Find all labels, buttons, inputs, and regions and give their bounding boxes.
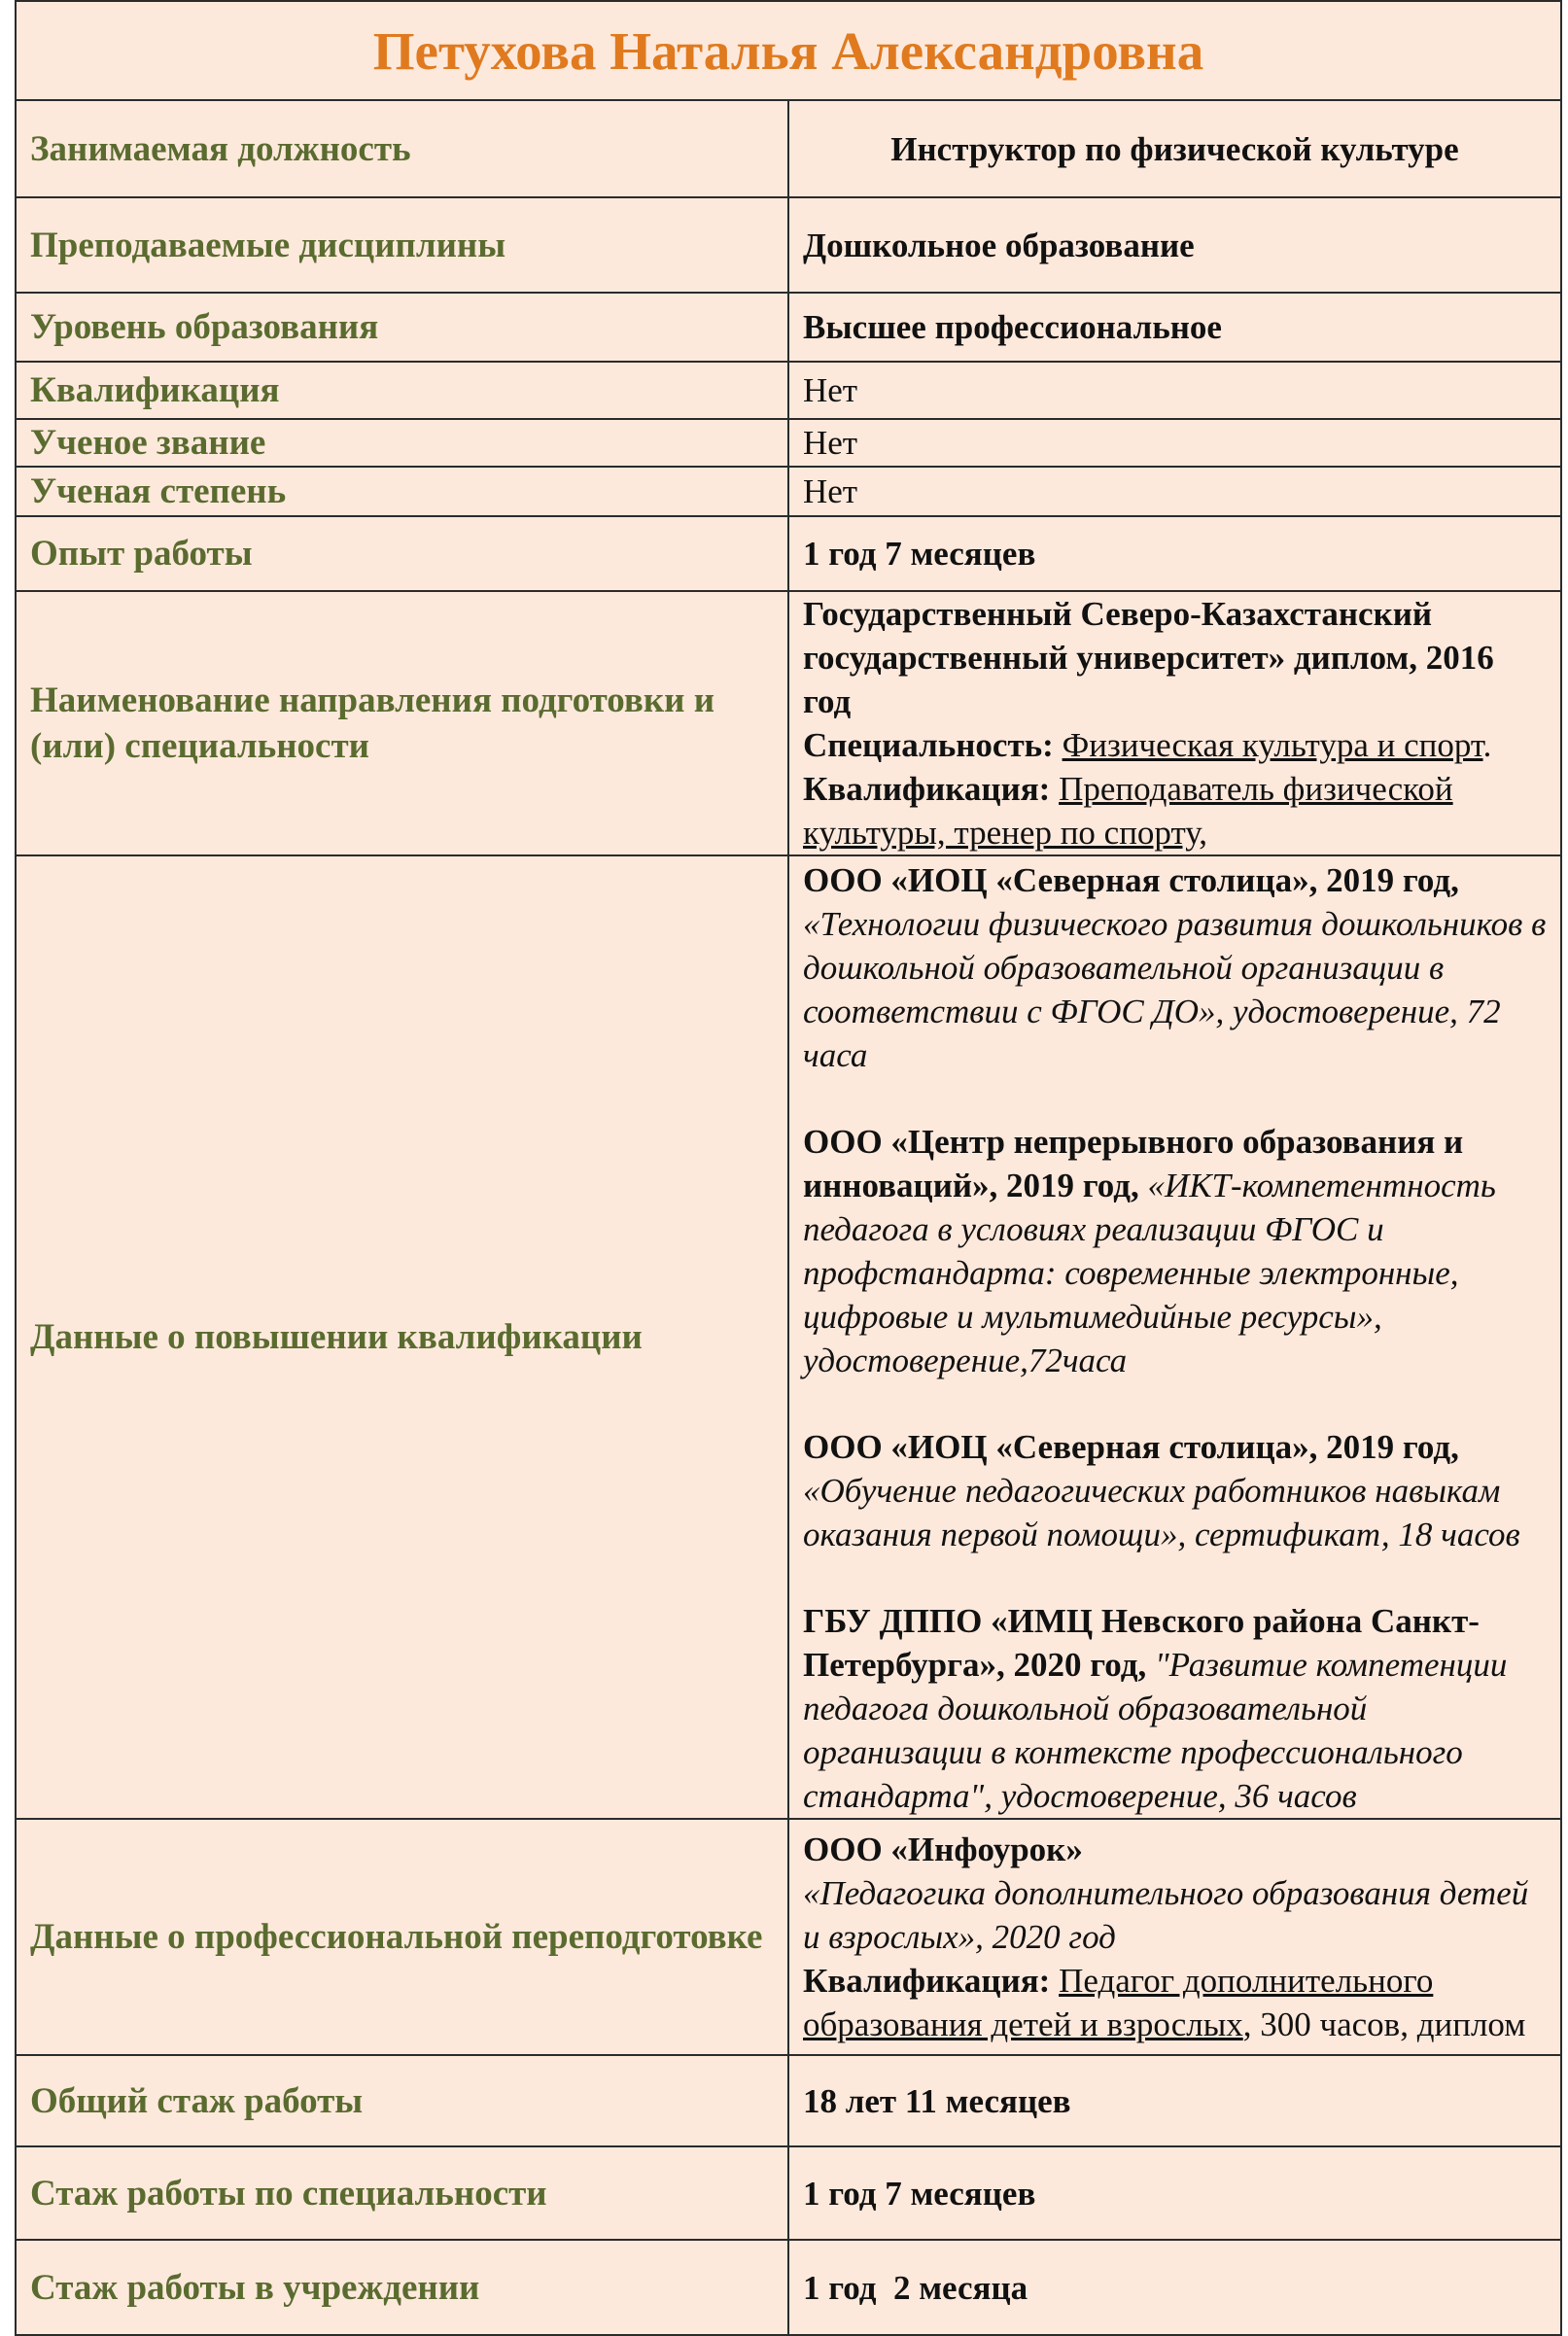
training-org: ООО «Центр непрерывного образования и инноваций», 2019 год, — [803, 1123, 1464, 1204]
title-row — [16, 1, 1561, 100]
retraining-tail: , 300 часов, диплом — [1242, 2005, 1526, 2043]
total-experience-row — [16, 2055, 1561, 2146]
teacher-name: Петухова Наталья Александровна — [16, 1, 1561, 100]
institution-experience-value: 1 год 2 месяца — [788, 2240, 1561, 2335]
qualification-value: Нет — [788, 362, 1561, 419]
academic-title-row — [16, 419, 1561, 467]
retraining-org: ООО «Инфоурок» — [803, 1830, 1083, 1868]
academic-degree-row — [16, 467, 1561, 516]
specialty-label: Специальность: — [803, 726, 1054, 764]
total-experience-value: 18 лет 11 месяцев — [788, 2055, 1561, 2146]
diploma-qualification-value: Преподаватель физической культуры, тренер по спорту, — [803, 770, 1453, 852]
education-level-label: Уровень образования — [16, 293, 788, 362]
training-course: "Развитие компетенции педагога дошкольной образовательной организации в контексте профессионального стандарта", удостоверение, 36 часов — [803, 1646, 1508, 1815]
disciplines-label: Преподаваемые дисциплины — [16, 197, 788, 293]
academic-title-label: Ученое звание — [16, 419, 788, 467]
retraining-value — [788, 1819, 1561, 2055]
education-level-row — [16, 293, 1561, 362]
specialty-experience-row — [16, 2146, 1561, 2240]
position-label: Занимаемая должность — [16, 100, 788, 197]
retraining-qualification-value: Педагог дополнительного образования детей и взрослых — [803, 1962, 1434, 2043]
training-org: ООО «ИОЦ «Северная столица», 2019 год, — [803, 861, 1459, 899]
academic-degree-value: Нет — [788, 467, 1561, 516]
diploma-qualification-line — [803, 767, 1547, 854]
profile-table — [15, 0, 1562, 2336]
training-entry — [803, 1425, 1547, 1556]
academic-degree-label: Ученая степень — [16, 467, 788, 516]
advanced-training-value — [788, 855, 1561, 1819]
training-course: «Технологии физического развития дошкольников в дошкольной образовательной организации в соответствии с ФГОС ДО», удостоверение, 72 часа — [803, 905, 1547, 1074]
total-experience-label: Общий стаж работы — [16, 2055, 788, 2146]
training-entry — [803, 1120, 1547, 1382]
education-level-value: Высшее профессиональное — [788, 293, 1561, 362]
work-experience-label: Опыт работы — [16, 516, 788, 591]
position-row — [16, 100, 1561, 197]
specialty-experience-value: 1 год 7 месяцев — [788, 2146, 1561, 2240]
specialty-line — [803, 723, 1547, 767]
work-experience-row — [16, 516, 1561, 591]
specialization-label: Наименование направления подготовки и (или) специальности — [16, 591, 788, 855]
retraining-course: «Педагогика дополнительного образования детей и взрослых», 2020 год — [803, 1874, 1529, 1956]
position-value: Инструктор по физической культуре — [788, 100, 1561, 197]
retraining-qualification-label: Квалификация: — [803, 1962, 1051, 2000]
university-text: Государственный Северо-Казахстанский государственный университет» диплом, 2016 год — [803, 595, 1494, 720]
disciplines-value: Дошкольное образование — [788, 197, 1561, 293]
diploma-qualification-label: Квалификация: — [803, 770, 1051, 808]
specialty-end: . — [1482, 726, 1492, 764]
training-course: «Обучение педагогических работников навыкам оказания первой помощи», сертификат, 18 часов — [803, 1472, 1520, 1553]
training-entry — [803, 858, 1547, 1077]
training-org: ООО «ИОЦ «Северная столица», 2019 год, — [803, 1428, 1459, 1466]
training-entry — [803, 1599, 1547, 1818]
training-org: ГБУ ДППО «ИМЦ Невского района Санкт-Петербурга», 2020 год, — [803, 1602, 1480, 1684]
disciplines-row — [16, 197, 1561, 293]
profile-card — [15, 0, 1562, 2336]
specialization-row — [16, 591, 1561, 855]
academic-title-value: Нет — [788, 419, 1561, 467]
retraining-qualification-line — [803, 1959, 1547, 2046]
retraining-row — [16, 1819, 1561, 2055]
specialty-experience-label: Стаж работы по специальности — [16, 2146, 788, 2240]
qualification-row — [16, 362, 1561, 419]
retraining-label: Данные о профессиональной переподготовке — [16, 1819, 788, 2055]
institution-experience-label: Стаж работы в учреждении — [16, 2240, 788, 2335]
specialty-value: Физическая культура и спорт — [1062, 726, 1483, 764]
training-course: «ИКТ-компетентность педагога в условиях реализации ФГОС и профстандарта: современные электронные, цифровые и мультимедийные ресурсы», удостоверение,72часа — [803, 1167, 1496, 1379]
institution-experience-row — [16, 2240, 1561, 2335]
specialization-value — [788, 591, 1561, 855]
qualification-label: Квалификация — [16, 362, 788, 419]
advanced-training-row — [16, 855, 1561, 1819]
advanced-training-label: Данные о повышении квалификации — [16, 855, 788, 1819]
work-experience-value: 1 год 7 месяцев — [788, 516, 1561, 591]
